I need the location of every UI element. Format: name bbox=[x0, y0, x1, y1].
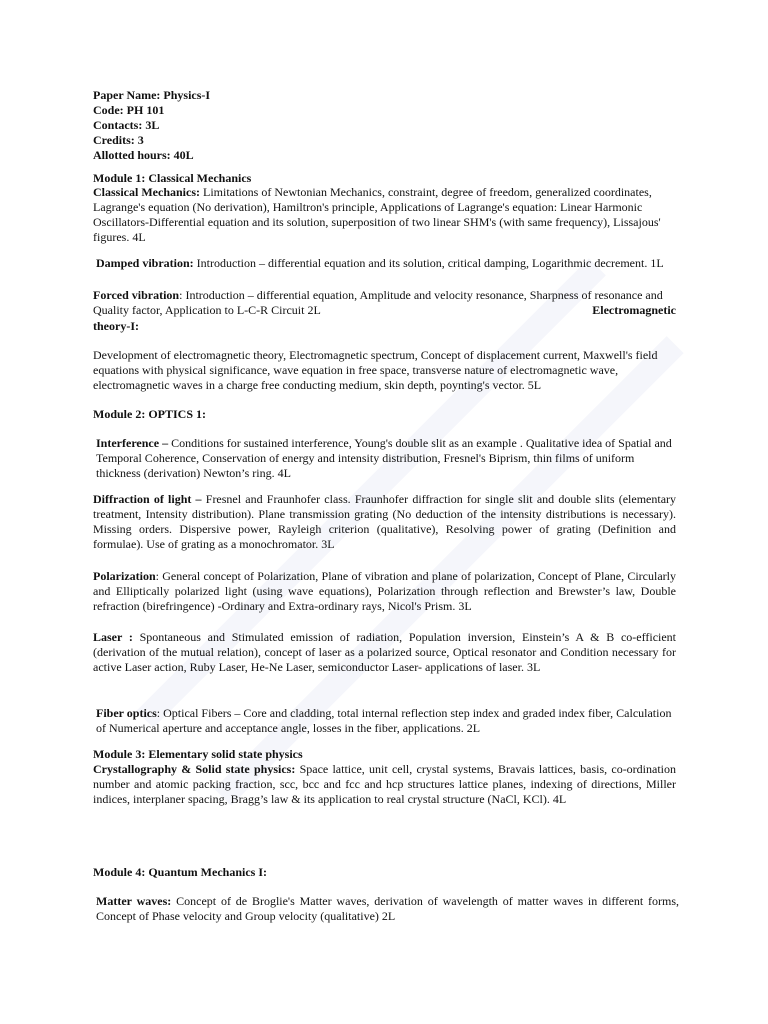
matter-waves-label: Matter waves: bbox=[96, 894, 172, 908]
forced-vibration-text: : Introduction – differential equation, Amplitude and velocity resonance, Sharpness of resonance and Quality factor, Application to L-C-R Circuit 2L bbox=[93, 288, 663, 317]
laser-label: Laser : bbox=[93, 630, 133, 644]
credits: Credits: 3 bbox=[93, 133, 144, 147]
diffraction-text: Fresnel and Fraunhofer class. Fraunhofer diffraction for single slit and double slits (elementary treatment, Intensity distribution). Plane transmission grating (No deduction of the intensity distributions is necessary). Missing orders. Dispersive power, Rayleigh criterion (qualitative), Resolving power of grating (Definition and formulae). Use of grating as a monochromator. 3L bbox=[93, 492, 677, 551]
allotted-hours: Allotted hours: 40L bbox=[93, 148, 194, 162]
classical-mechanics-label: Classical Mechanics: bbox=[93, 185, 200, 199]
classical-mechanics-text: Limitations of Newtonian Mechanics, constraint, degree of freedom, generalized coordinates, Lagrange's equation (No derivation), Hamiltron's principle, Applications of Lagrange's equation: Linear Harmonic Oscillators-Differential equation and its solution, superposition of two linear SHM's (with same frequency), Lissajous' figures. 4L bbox=[93, 185, 661, 244]
contacts: Contacts: 3L bbox=[93, 118, 160, 132]
em-theory-label-part2: theory-I: bbox=[93, 319, 139, 333]
laser-text: Spontaneous and Stimulated emission of radiation, Population inversion, Einstein’s A & B co-efficient (derivation of the mutual relation), concept of laser as a polarized source, Optical resonator and Condition necessary for active Laser action, Ruby Laser, He-Ne Laser, semiconductor Laser- applications of laser. 3L bbox=[93, 630, 677, 674]
interference-text: Conditions for sustained interference, Young's double slit as an example . Qualitative idea of Spatial and Temporal Coherence, Conservation of energy and intensity distribution, Fresnel's Biprism, thin films of uniform thickness (derivation) Newton’s ring. 4L bbox=[96, 436, 672, 480]
damped-vibration-text: Introduction – differential equation and its solution, critical damping, Logarithmic decrement. 1L bbox=[196, 256, 664, 270]
interference-label: Interference – bbox=[96, 436, 169, 450]
course-code: Code: PH 101 bbox=[93, 103, 165, 117]
damped-vibration-paragraph bbox=[93, 256, 679, 271]
interference-paragraph bbox=[93, 436, 679, 481]
polarization-text: : General concept of Polarization, Plane of vibration and plane of polarization, Concept of Plane, Circularly and Elliptically polarized light (using wave equations), Polarization through reflection and Brewster’s law, Double refraction (birefringence) -Ordinary and Extra-ordinary rays, Nicol's Prism. 3L bbox=[93, 569, 676, 613]
module-4-heading: Module 4: Quantum Mechanics I: bbox=[93, 865, 267, 879]
laser-paragraph bbox=[93, 630, 676, 675]
polarization-paragraph bbox=[93, 569, 676, 614]
em-theory-paragraph: Development of electromagnetic theory, Electromagnetic spectrum, Concept of displacement current, Maxwell's field equations with physical significance, wave equation in free space, transverse nature of electromagnetic wave, electromagnetic waves in a charge free conducting medium, skin depth, poynting's vector. 5L bbox=[93, 348, 658, 392]
damped-vibration-label: Damped vibration: bbox=[96, 256, 194, 270]
forced-vibration-paragraph bbox=[93, 288, 676, 318]
paper-name: Paper Name: Physics-I bbox=[93, 88, 211, 102]
fiber-optics-label: Fiber optics bbox=[96, 706, 157, 720]
crystallography-text: Space lattice, unit cell, crystal systems, Bravais lattices, basis, co-ordination number and atomic packing fraction, scc, bcc and fcc and hcp structures lattice planes, indexing of directions, Miller indices, interplaner spacing, Bragg’s law & its application to real crystal structure (NaCl, KCl). 4L bbox=[93, 762, 677, 806]
crystallography-label: Crystallography & Solid state physics: bbox=[93, 762, 296, 776]
classical-mechanics-paragraph bbox=[93, 185, 676, 245]
module-2-heading: Module 2: OPTICS 1: bbox=[93, 407, 207, 421]
diffraction-label: Diffraction of light – bbox=[93, 492, 202, 506]
em-theory-label-part1: Electromagnetic bbox=[592, 303, 676, 317]
paper-header bbox=[93, 88, 676, 163]
fiber-optics-paragraph bbox=[93, 706, 679, 736]
matter-waves-text: Concept of de Broglie's Matter waves, derivation of wavelength of matter waves in different forms, Concept of Phase velocity and Group velocity (qualitative) 2L bbox=[96, 894, 679, 923]
matter-waves-paragraph bbox=[93, 894, 679, 924]
module-1-heading: Module 1: Classical Mechanics bbox=[93, 171, 252, 185]
module-3-heading: Module 3: Elementary solid state physics bbox=[93, 747, 303, 761]
fiber-optics-text: : Optical Fibers – Core and cladding, total internal reflection step index and graded index fiber, Calculation of Numerical aperture and acceptance angle, losses in the fiber, applications. 2L bbox=[96, 706, 672, 735]
forced-vibration-label: Forced vibration bbox=[93, 288, 180, 302]
diffraction-paragraph bbox=[93, 492, 676, 552]
polarization-label: Polarization bbox=[93, 569, 156, 583]
crystallography-paragraph bbox=[93, 762, 676, 807]
